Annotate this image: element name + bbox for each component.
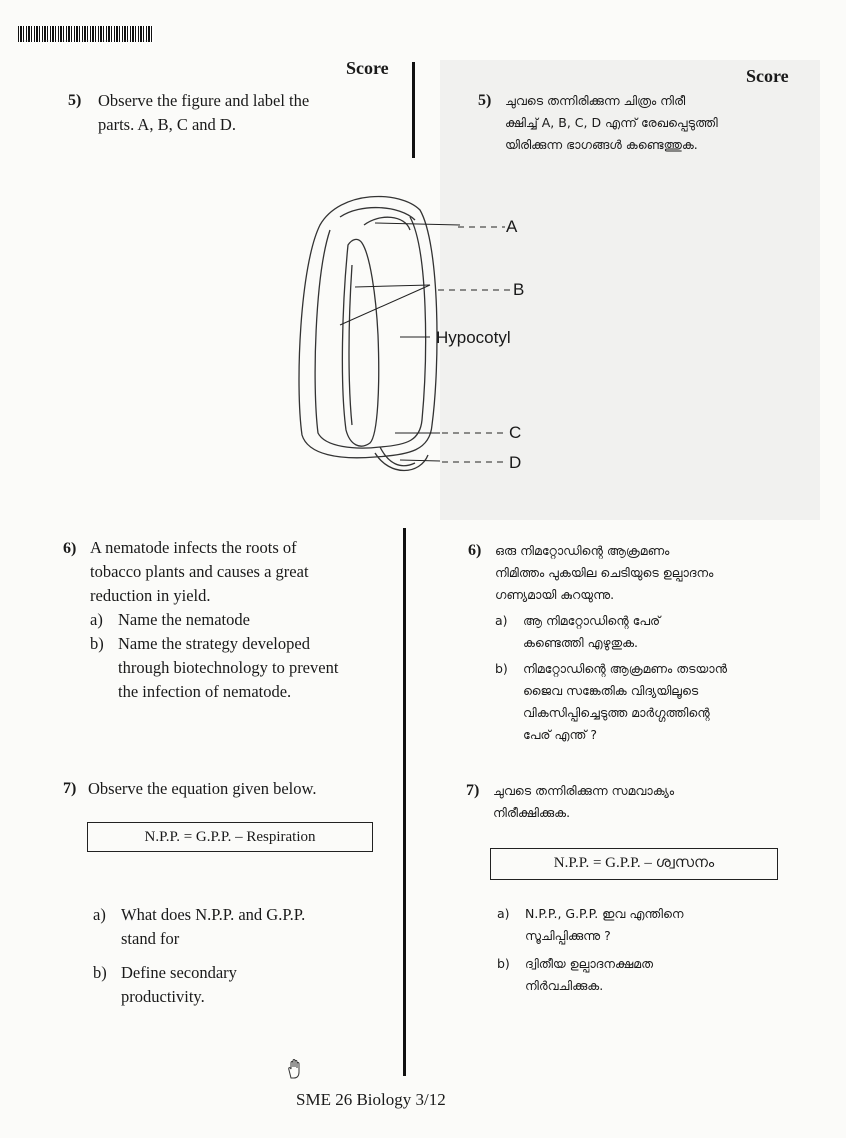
label-hypocotyl: Hypocotyl (436, 328, 511, 347)
q6-en-line: reduction in yield. (90, 586, 211, 605)
q5-en-line: Observe the figure and label the (98, 91, 310, 110)
q6-en-b-line: Name the strategy developed (118, 634, 310, 653)
q6-ml-b-line: നിമറ്റോഡിന്റെ ആക്രമണം തടയാൻ (523, 661, 728, 676)
q6-ml-b-line: വികസിപ്പിച്ചെടുത്ത മാർഗ്ഗത്തിന്റെ (523, 705, 710, 720)
q6-ml-b-line: ജൈവ സങ്കേതിക വിദ്യയിലൂടെ (523, 683, 699, 698)
q6-ml-b-text (523, 658, 727, 746)
hypocotyl-inner (349, 265, 352, 425)
q7-ml-part-a (497, 903, 817, 947)
q6-text-ml (495, 540, 825, 746)
q7-ml-intro-line: ചുവടെ തന്നിരിക്കുന്ന സമവാക്യം (493, 783, 675, 798)
q5-ml-line: യിരിക്കുന്ന ഭാഗങ്ങൾ കണ്ടെത്തുക. (505, 137, 698, 152)
q6-ml-line: നിമിത്തം പുകയില ചെടിയുടെ ഉല്പാദനം (495, 565, 714, 580)
q6-ml-a-line: ആ നിമറ്റോഡിന്റെ പേര് (523, 613, 661, 628)
q7-number-en: 7) (63, 780, 77, 797)
q6-ml-part-b (495, 658, 825, 746)
barcode (18, 26, 154, 42)
q6-ml-line: ഗണ്യമായി കുറയുന്നു. (495, 587, 615, 602)
q5-number-ml: 5) (478, 92, 492, 109)
q7-en-b-text (121, 961, 237, 1009)
root-cap (375, 453, 428, 471)
q7-ml-a-text (525, 903, 683, 947)
q7-ml-intro-line: നിരീക്ഷിക്കുക. (493, 805, 571, 820)
q7-en-a-line: stand for (121, 929, 180, 948)
q7-questions-ml (497, 903, 817, 997)
q7-intro-en: Observe the equation given below. (88, 779, 317, 798)
column-divider-q5 (412, 62, 415, 158)
column-divider-main (403, 528, 406, 1076)
q6-en-a-text: Name the nematode (118, 610, 250, 629)
q5-ml-line: ക്ഷിച്ച് A, B, C, D എന്ന് രേഖപ്പെടുത്തി (505, 115, 718, 130)
q7-en-b-line: productivity. (121, 987, 205, 1006)
q7-ml-a-line: N.P.P., G.P.P. ഇവ എന്തിനെ (525, 906, 684, 921)
radicle-body (342, 239, 378, 446)
q7-equation-en: N.P.P. = G.P.P. – Respiration (87, 822, 373, 852)
q7-en-b-key: b) (93, 963, 107, 982)
q6-en-line: A nematode infects the roots of (90, 538, 297, 557)
q6-en-b-text (118, 632, 338, 704)
score-label-left: Score (346, 58, 389, 78)
q5-en-line: parts. A, B, C and D. (98, 115, 236, 134)
q7-en-b-line: Define secondary (121, 963, 237, 982)
q5-text-ml (505, 90, 825, 156)
q5-ml-line: ചുവടെ തന്നിരിക്കുന്ന ചിത്രം നിരീ (505, 93, 686, 108)
q6-ml-part-a (495, 610, 825, 654)
label-c: C (509, 423, 522, 442)
q7-en-a-key: a) (93, 905, 106, 924)
q7-ml-part-b (497, 953, 817, 997)
inner-layer (315, 217, 425, 448)
q7-en-a-text (121, 903, 305, 951)
page-footer: SME 26 Biology 3/12 (296, 1090, 446, 1109)
q6-text-en (90, 536, 395, 704)
q7-number-ml: 7) (466, 782, 480, 799)
hand-pointer-icon (284, 1058, 306, 1080)
q6-ml-line: ഒരു നിമറ്റോഡിന്റെ ആക്രമണം (495, 543, 670, 558)
label-a: A (506, 217, 518, 236)
q7-en-a-line: What does N.P.P. and G.P.P. (121, 905, 306, 924)
label-b: B (513, 280, 525, 299)
q6-ml-b-key: b) (495, 661, 508, 676)
q7-intro-ml (493, 780, 823, 824)
q7-equation-ml: N.P.P. = G.P.P. – ശ്വസനം (490, 848, 778, 880)
q6-en-b-key: b) (90, 634, 104, 653)
q7-en-part-a (93, 903, 393, 951)
q6-number-en: 6) (63, 540, 77, 557)
q7-ml-b-text (525, 953, 653, 997)
q7-ml-b-key: b) (497, 956, 510, 971)
q6-en-a-key: a) (90, 610, 103, 629)
q7-ml-b-line: നിർവചിക്കുക. (525, 978, 604, 993)
score-label-right: Score (746, 66, 789, 86)
q7-ml-a-key: a) (497, 906, 510, 921)
q7-ml-a-line: സൂചിപ്പിക്കുന്നു ? (525, 928, 611, 943)
label-d: D (509, 453, 522, 472)
q6-en-part-b (90, 632, 395, 704)
q6-number-ml: 6) (468, 542, 482, 559)
q5-number-en: 5) (68, 92, 82, 109)
q5-text-en (98, 89, 398, 137)
root-tip (380, 447, 415, 466)
q6-ml-a-key: a) (495, 613, 508, 628)
q6-en-part-a (90, 608, 395, 632)
q6-ml-a-text (523, 610, 660, 654)
q7-questions-en (93, 903, 393, 1009)
q6-ml-b-line: പേര് എന്ത് ? (523, 727, 598, 742)
q7-en-part-b (93, 961, 393, 1009)
q6-en-b-line: the infection of nematode. (118, 682, 292, 701)
q6-en-line: tobacco plants and causes a great (90, 562, 309, 581)
q6-ml-a-line: കണ്ടെത്തി എഴുതുക. (523, 635, 638, 650)
q7-ml-b-line: ദ്വിതീയ ഉല്പാദനക്ഷമത (525, 956, 654, 971)
q6-en-b-line: through biotechnology to prevent (118, 658, 339, 677)
